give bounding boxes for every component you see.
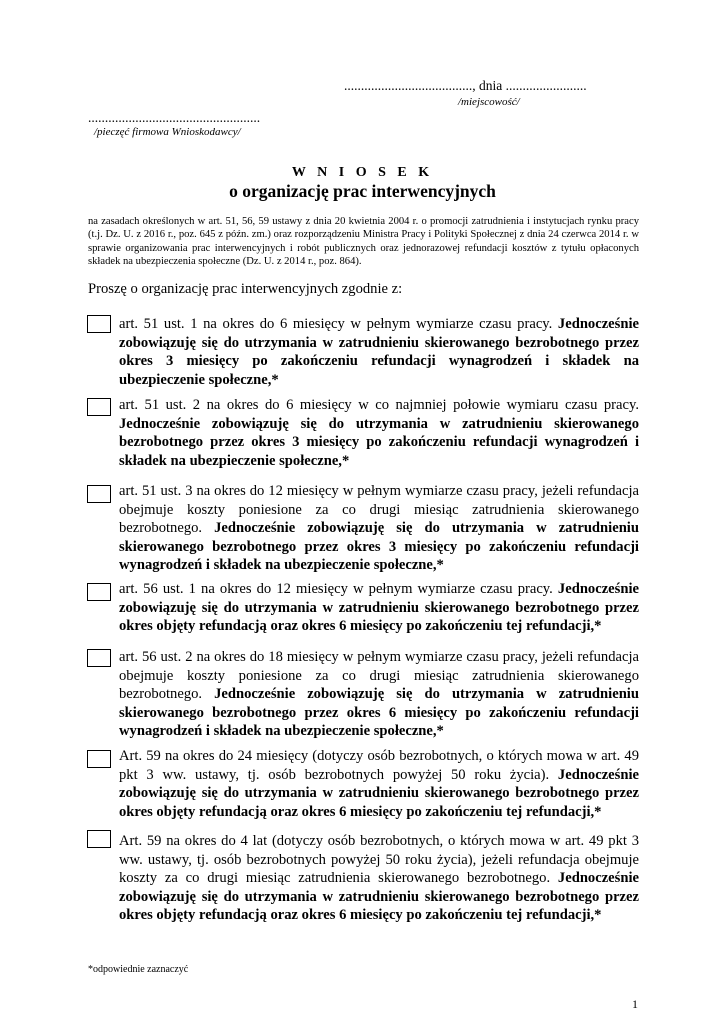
option-checkbox-2[interactable] — [87, 398, 111, 416]
option-checkbox-5[interactable] — [87, 649, 111, 667]
option-text-bold: Jednocześnie zobowiązuję się do utrzymania w zatrudnieniu skierowanego bezrobotnego przez okres 3 miesięcy po zakończeniu refundacji wynagrodzeń i składek na ubezpieczenie społeczne,* — [119, 415, 639, 469]
option-text-normal: art. 56 ust. 2 na okres do 18 miesięcy w pełnym wymiarze czasu pracy, jeżeli refundacja obejmuje koszty poniesione za co drugi miesiąc zatrudnienia skierowanego bezrobotnego. — [119, 649, 639, 702]
place-label: /miejscowość/ — [458, 96, 520, 108]
request-intro: Proszę o organizację prac interwencyjnych zgodnie z: — [88, 281, 403, 297]
document-subtitle: o organizację prac interwencyjnych — [229, 181, 496, 201]
option-text-bold: Jednocześnie zobowiązuję się do utrzymania w zatrudnieniu skierowanego bezrobotnego przez okres objęty refundacją oraz okres 6 miesięcy po zakończeniu tej refundacji,* — [119, 870, 639, 923]
option-text-normal: art. 51 ust. 1 na okres do 6 miesięcy w pełnym wymiarze czasu pracy. — [119, 316, 558, 332]
option-checkbox-6[interactable] — [87, 750, 111, 768]
option-text-2 — [119, 396, 639, 470]
stamp-label: /pieczęć firmowa Wnioskodawcy/ — [94, 126, 241, 138]
option-text-normal: art. 51 ust. 3 na okres do 12 miesięcy w pełnym wymiarze czasu pracy, jeżeli refundacja obejmuje koszty poniesione za co drugi miesiąc zatrudnienia skierowanego bezrobotnego. — [119, 483, 639, 536]
option-text-bold: Jednocześnie zobowiązuję się do utrzymania w zatrudnieniu skierowanego bezrobotnego przez okres objęty refundacją oraz okres 6 miesięcy po zakończeniu tej refundacji,* — [119, 581, 639, 634]
legal-basis-text: na zasadach określonych w art. 51, 56, 59 ustawy z dnia 20 kwietnia 2004 r. o promocji zatrudnienia i instytucjach rynku pracy (t.j. Dz. U. z 2016 r., poz. 645 z późn. zm.) oraz rozporządzeniu Ministra Pracy i Polityki Społecznej z dnia 24 czerwca 2014 r. w sprawie organizowania prac interwencyjnych i robót publicznych oraz jednorazowej refundacji kosztów z tytułu opłaconych składek na ubezpieczenia społeczne (Dz. U. z 2014 r., poz. 864). — [88, 216, 639, 268]
option-text-bold: Jednocześnie zobowiązuję się do utrzymania w zatrudnieniu skierowanego bezrobotnego przez okres 3 miesięcy po zakończeniu refundacji wynagrodzeń i składek na ubezpieczenie społeczne,* — [119, 520, 639, 573]
place-date-line: ......................................, dnia ........................ — [344, 78, 587, 93]
option-text-3 — [119, 482, 639, 575]
option-text-normal: art. 56 ust. 1 na okres do 12 miesięcy w pełnym wymiarze czasu pracy. — [119, 581, 558, 597]
option-checkbox-4[interactable] — [87, 583, 111, 601]
document-title: W N I O S E K — [291, 165, 434, 180]
stamp-line: ................................................... — [88, 110, 261, 125]
option-text-bold: Jednocześnie zobowiązuję się do utrzymania w zatrudnieniu skierowanego bezrobotnego przez okres 3 miesięcy po zakończeniu refundacji wynagrodzeń i składek na ubezpieczenie społeczne,* — [119, 316, 639, 388]
option-text-bold: Jednocześnie zobowiązuję się do utrzymania w zatrudnieniu skierowanego bezrobotnego przez okres objęty refundacją oraz okres 6 miesięcy po zakończeniu tej refundacji,* — [119, 766, 639, 820]
option-text-6 — [119, 747, 639, 821]
option-text-normal: Art. 59 na okres do 24 miesięcy (dotyczy osób bezrobotnych, o których mowa w art. 49 pkt 3 ww. ustawy, tj. osób bezrobotnych powyżej 50 roku życia). — [119, 748, 639, 783]
footnote: *odpowiednie zaznaczyć — [88, 964, 189, 975]
option-checkbox-3[interactable] — [87, 485, 111, 503]
option-checkbox-1[interactable] — [87, 315, 111, 333]
option-text-bold: Jednocześnie zobowiązuję się do utrzymania w zatrudnieniu skierowanego bezrobotnego przez okres 6 miesięcy po zakończeniu refundacji wynagrodzeń i składek na ubezpieczenie społeczne,* — [119, 686, 639, 739]
option-text-4 — [119, 580, 639, 636]
option-text-normal: Art. 59 na okres do 4 lat (dotyczy osób bezrobotnych, o których mowa w art. 49 pkt 3 ww. ustawy, tj. osób bezrobotnych powyżej 50 roku życia), jeżeli refundacja obejmuje koszty za co drugi miesiąc zatrudnienia skierowanego bezrobotnego. — [119, 833, 639, 886]
option-text-7 — [119, 832, 639, 925]
option-text-normal: art. 51 ust. 2 na okres do 6 miesięcy w co najmniej połowie wymiaru czasu pracy. — [119, 397, 639, 413]
page-number: 1 — [632, 997, 638, 1011]
option-text-1 — [119, 315, 639, 389]
option-text-5 — [119, 648, 639, 741]
option-checkbox-7[interactable] — [87, 830, 111, 848]
